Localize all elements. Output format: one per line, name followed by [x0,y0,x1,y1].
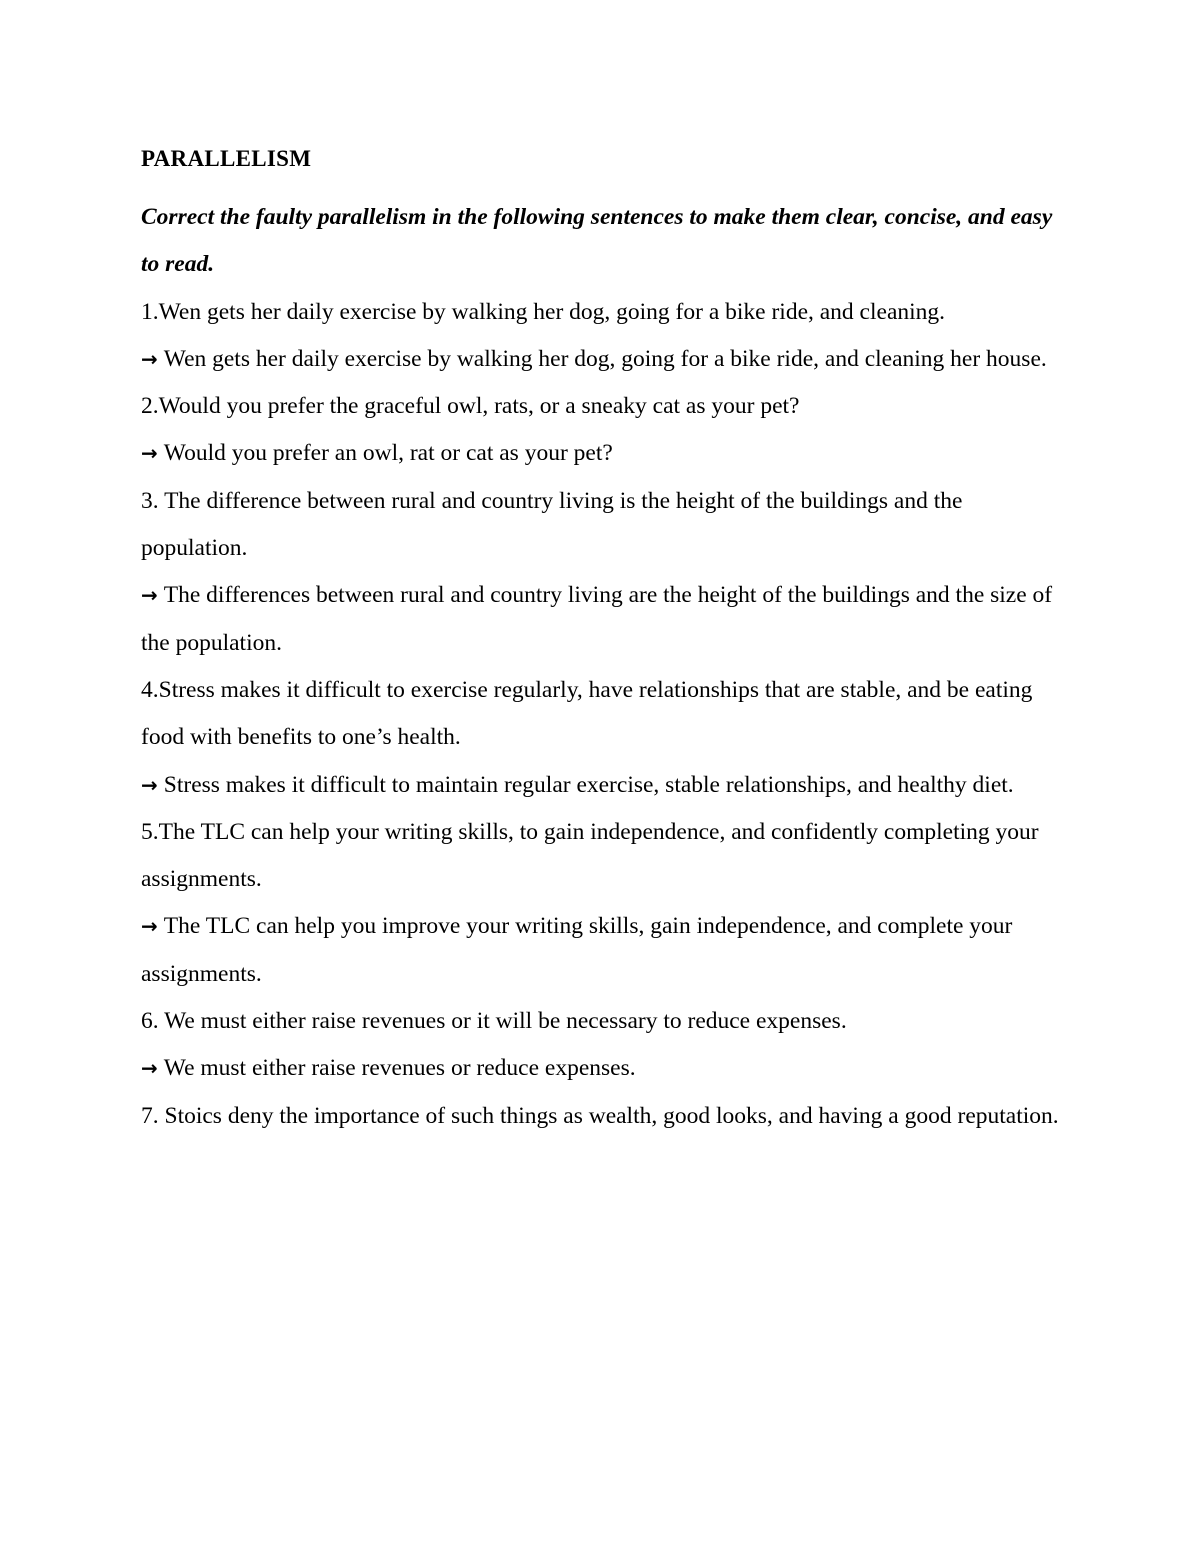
arrow-right-icon: → [141,1056,158,1081]
item-number: 6. [141,1008,165,1035]
item-correction: Would you prefer an owl, rat or cat as your pet? [163,440,613,467]
item-number: 1. [141,298,159,325]
item-correction: Wen gets her daily exercise by walking her dog, going for a bike ride, and cleaning her house. [163,345,1047,372]
page-title: PARALLELISM [141,146,312,171]
arrow-right-icon: → [141,583,158,608]
item-number: 3. [141,487,165,514]
item-correction: Stress makes it difficult to maintain regular exercise, stable relationships, and healthy diet. [163,771,1014,798]
item-correction: The differences between rural and country living are the height of the buildings and the size of the population. [141,582,1053,656]
exercise-item [141,1093,1071,1140]
instructions: Correct the faulty parallelism in the following sentences to make them clear, concise, and easy to read. [141,204,1053,278]
correction-line [141,336,1071,383]
arrow-right-icon: → [141,914,158,939]
arrow-right-icon: → [141,772,158,797]
item-original: Stoics deny the importance of such things as wealth, good looks, and having a good reputation. [164,1102,1059,1129]
exercise-item [141,383,1071,430]
correction-line [141,1045,1071,1092]
correction-line [141,903,1071,998]
arrow-right-icon: → [141,441,158,466]
document-content [141,140,1071,1140]
item-number: 5. [141,818,159,845]
exercise-item [141,667,1071,762]
item-original: Would you prefer the graceful owl, rats, or a sneaky cat as your pet? [158,393,800,420]
arrow-right-icon: → [141,346,158,371]
exercise-item [141,809,1071,904]
item-original: The TLC can help your writing skills, to gain independence, and confidently completing your assignments. [141,818,1039,893]
item-number: 7. [141,1102,165,1129]
item-correction: We must either raise revenues or reduce expenses. [163,1055,636,1082]
item-correction: The TLC can help you improve your writing skills, gain independence, and complete your assignments. [141,913,1013,987]
correction-line [141,430,1071,477]
item-original: Stress makes it difficult to exercise regularly, have relationships that are stable, and be eating food with benefits to one’s health. [141,676,1033,751]
item-original: We must either raise revenues or it will be necessary to reduce expenses. [164,1008,847,1035]
correction-line [141,572,1071,667]
correction-line [141,762,1071,809]
item-original: The difference between rural and country living is the height of the buildings and the population. [141,487,963,562]
item-number: 2. [141,393,159,420]
exercise-item [141,998,1071,1045]
exercise-item [141,478,1071,573]
item-number: 4. [141,676,159,703]
exercise-item [141,289,1071,336]
item-original: Wen gets her daily exercise by walking her dog, going for a bike ride, and cleaning. [158,298,946,325]
